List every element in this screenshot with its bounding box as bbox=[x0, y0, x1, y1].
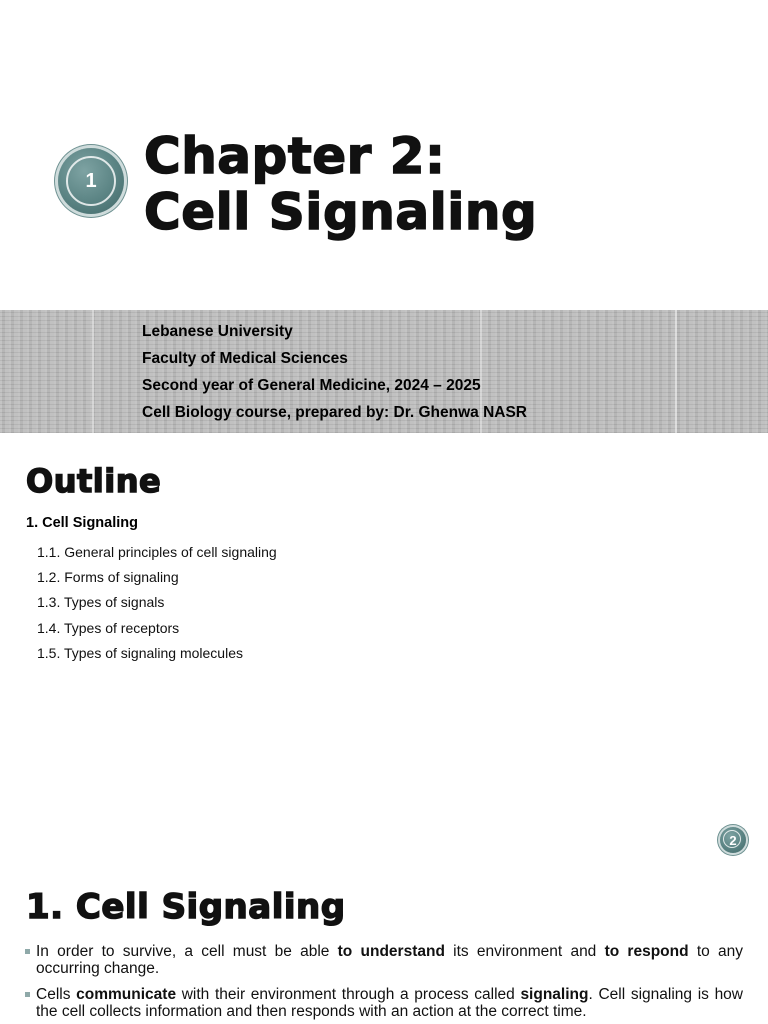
outline-title: Outline bbox=[26, 462, 162, 500]
slide-number: 1 bbox=[85, 169, 97, 192]
chapter-title-line2: Cell Signaling bbox=[144, 183, 538, 241]
outline-sub-item: 1.3. Types of signals bbox=[37, 594, 165, 611]
info-university: Lebanese University bbox=[142, 323, 293, 340]
chapter-title bbox=[144, 128, 537, 240]
bullet-emphasis: to respond bbox=[604, 943, 689, 960]
outline-slide bbox=[0, 433, 768, 865]
slide-number: 2 bbox=[729, 832, 737, 848]
info-faculty: Faculty of Medical Sciences bbox=[142, 350, 348, 367]
slide-number-badge bbox=[720, 827, 746, 853]
outline-sub-item: 1.4. Types of receptors bbox=[37, 619, 180, 636]
bullet-item bbox=[26, 986, 743, 1020]
content-slide bbox=[0, 865, 768, 1024]
bullet-marker bbox=[25, 992, 30, 997]
bullet-text: In order to survive, a cell must be able bbox=[36, 943, 338, 960]
slide-number-badge bbox=[58, 148, 124, 214]
outline-list bbox=[37, 540, 277, 666]
band-divider bbox=[675, 310, 677, 433]
bullet-text: Cells bbox=[36, 986, 77, 1003]
badge-ring bbox=[723, 830, 741, 848]
info-band bbox=[0, 310, 768, 433]
info-course: Cell Biology course, prepared by: Dr. Ghenwa NASR bbox=[142, 404, 528, 421]
bullet-text: with their environment through a process called bbox=[176, 986, 521, 1003]
bullet-text: to any occurring change. bbox=[36, 943, 743, 977]
bullet-emphasis: communicate bbox=[76, 986, 177, 1003]
bullet-text: its environment and bbox=[444, 943, 605, 960]
outline-sub-item: 1.1. General principles of cell signaling bbox=[37, 544, 277, 560]
section-title: 1. Cell Signaling bbox=[26, 887, 346, 927]
title-slide bbox=[0, 0, 768, 433]
bullet-marker bbox=[25, 949, 30, 954]
bullet-emphasis: to understand bbox=[337, 943, 445, 960]
outline-sub-item: 1.2. Forms of signaling bbox=[37, 569, 179, 586]
bullet-list bbox=[26, 943, 743, 1024]
outline-main-item: 1. Cell Signaling bbox=[26, 515, 138, 531]
bullet-item bbox=[26, 943, 743, 977]
bullet-text: . Cell signaling is how the cell collects information and then responds with an action at the correct time. bbox=[36, 986, 743, 1020]
chapter-title-line1: Chapter 2: bbox=[144, 127, 446, 185]
band-divider bbox=[92, 310, 94, 433]
bullet-emphasis: signaling bbox=[520, 986, 589, 1003]
badge-ring bbox=[66, 156, 116, 206]
info-year: Second year of General Medicine, 2024 – 2025 bbox=[142, 377, 481, 394]
outline-sub-item: 1.5. Types of signaling molecules bbox=[37, 644, 243, 661]
course-info bbox=[142, 318, 527, 426]
